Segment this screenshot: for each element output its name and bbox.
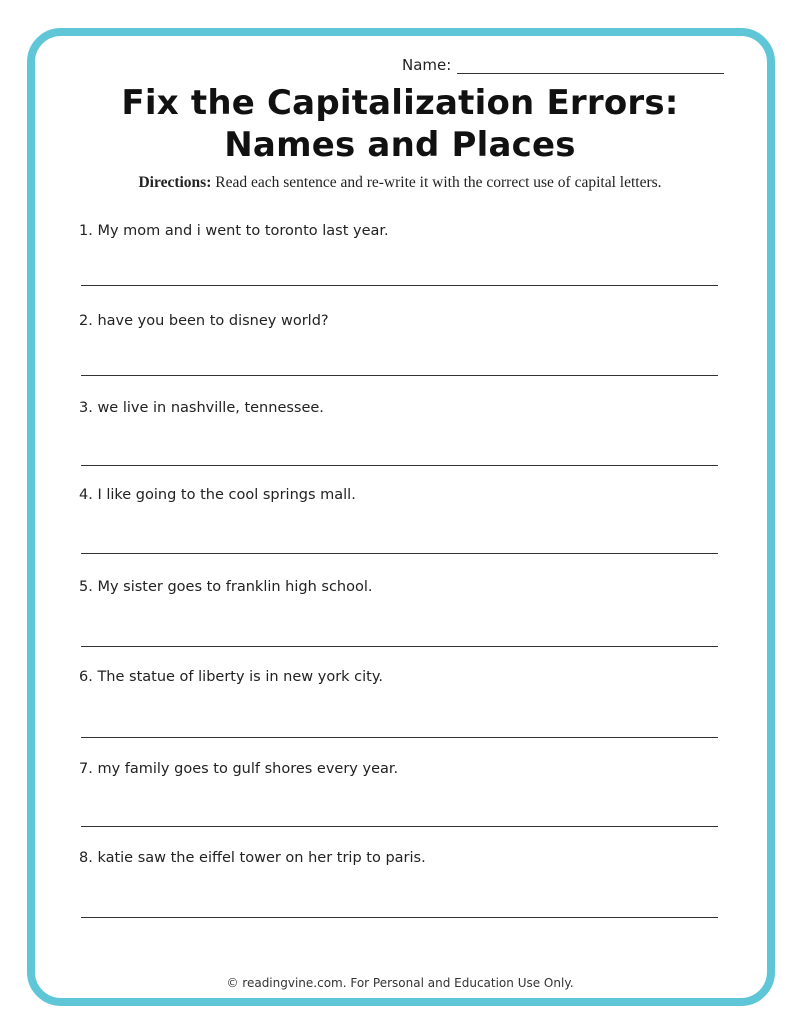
- question-8: 8. katie saw the eiffel tower on her trip to paris.: [79, 850, 426, 866]
- directions-text: Read each sentence and re-write it with the correct use of capital letters.: [215, 174, 662, 191]
- question-5: 5. My sister goes to franklin high school.: [79, 579, 373, 595]
- answer-line-6[interactable]: [81, 737, 718, 738]
- title-line-2: Names and Places: [224, 125, 576, 165]
- answer-line-8[interactable]: [81, 917, 718, 918]
- question-7: 7. my family goes to gulf shores every year.: [79, 761, 399, 777]
- answer-line-3[interactable]: [81, 465, 718, 466]
- question-6: 6. The statue of liberty is in new york city.: [79, 669, 383, 685]
- question-3: 3. we live in nashville, tennessee.: [79, 400, 324, 416]
- title-line-1: Fix the Capitalization Errors:: [121, 83, 679, 123]
- answer-line-7[interactable]: [81, 826, 718, 827]
- name-answer-line[interactable]: [457, 59, 724, 74]
- copyright-footer: © readingvine.com. For Personal and Education Use Only.: [226, 976, 574, 990]
- question-1: 1. My mom and i went to toronto last year.: [79, 223, 389, 239]
- name-field-row: [402, 52, 724, 74]
- directions: [60, 174, 740, 192]
- answer-line-4[interactable]: [81, 553, 718, 554]
- worksheet-title: [60, 82, 740, 166]
- answer-line-2[interactable]: [81, 375, 718, 376]
- directions-label: Directions:: [138, 174, 212, 191]
- question-4: 4. I like going to the cool springs mall.: [79, 487, 356, 503]
- answer-line-1[interactable]: [81, 285, 718, 286]
- name-label: Name:: [402, 56, 452, 74]
- answer-line-5[interactable]: [81, 646, 718, 647]
- question-2: 2. have you been to disney world?: [79, 313, 329, 329]
